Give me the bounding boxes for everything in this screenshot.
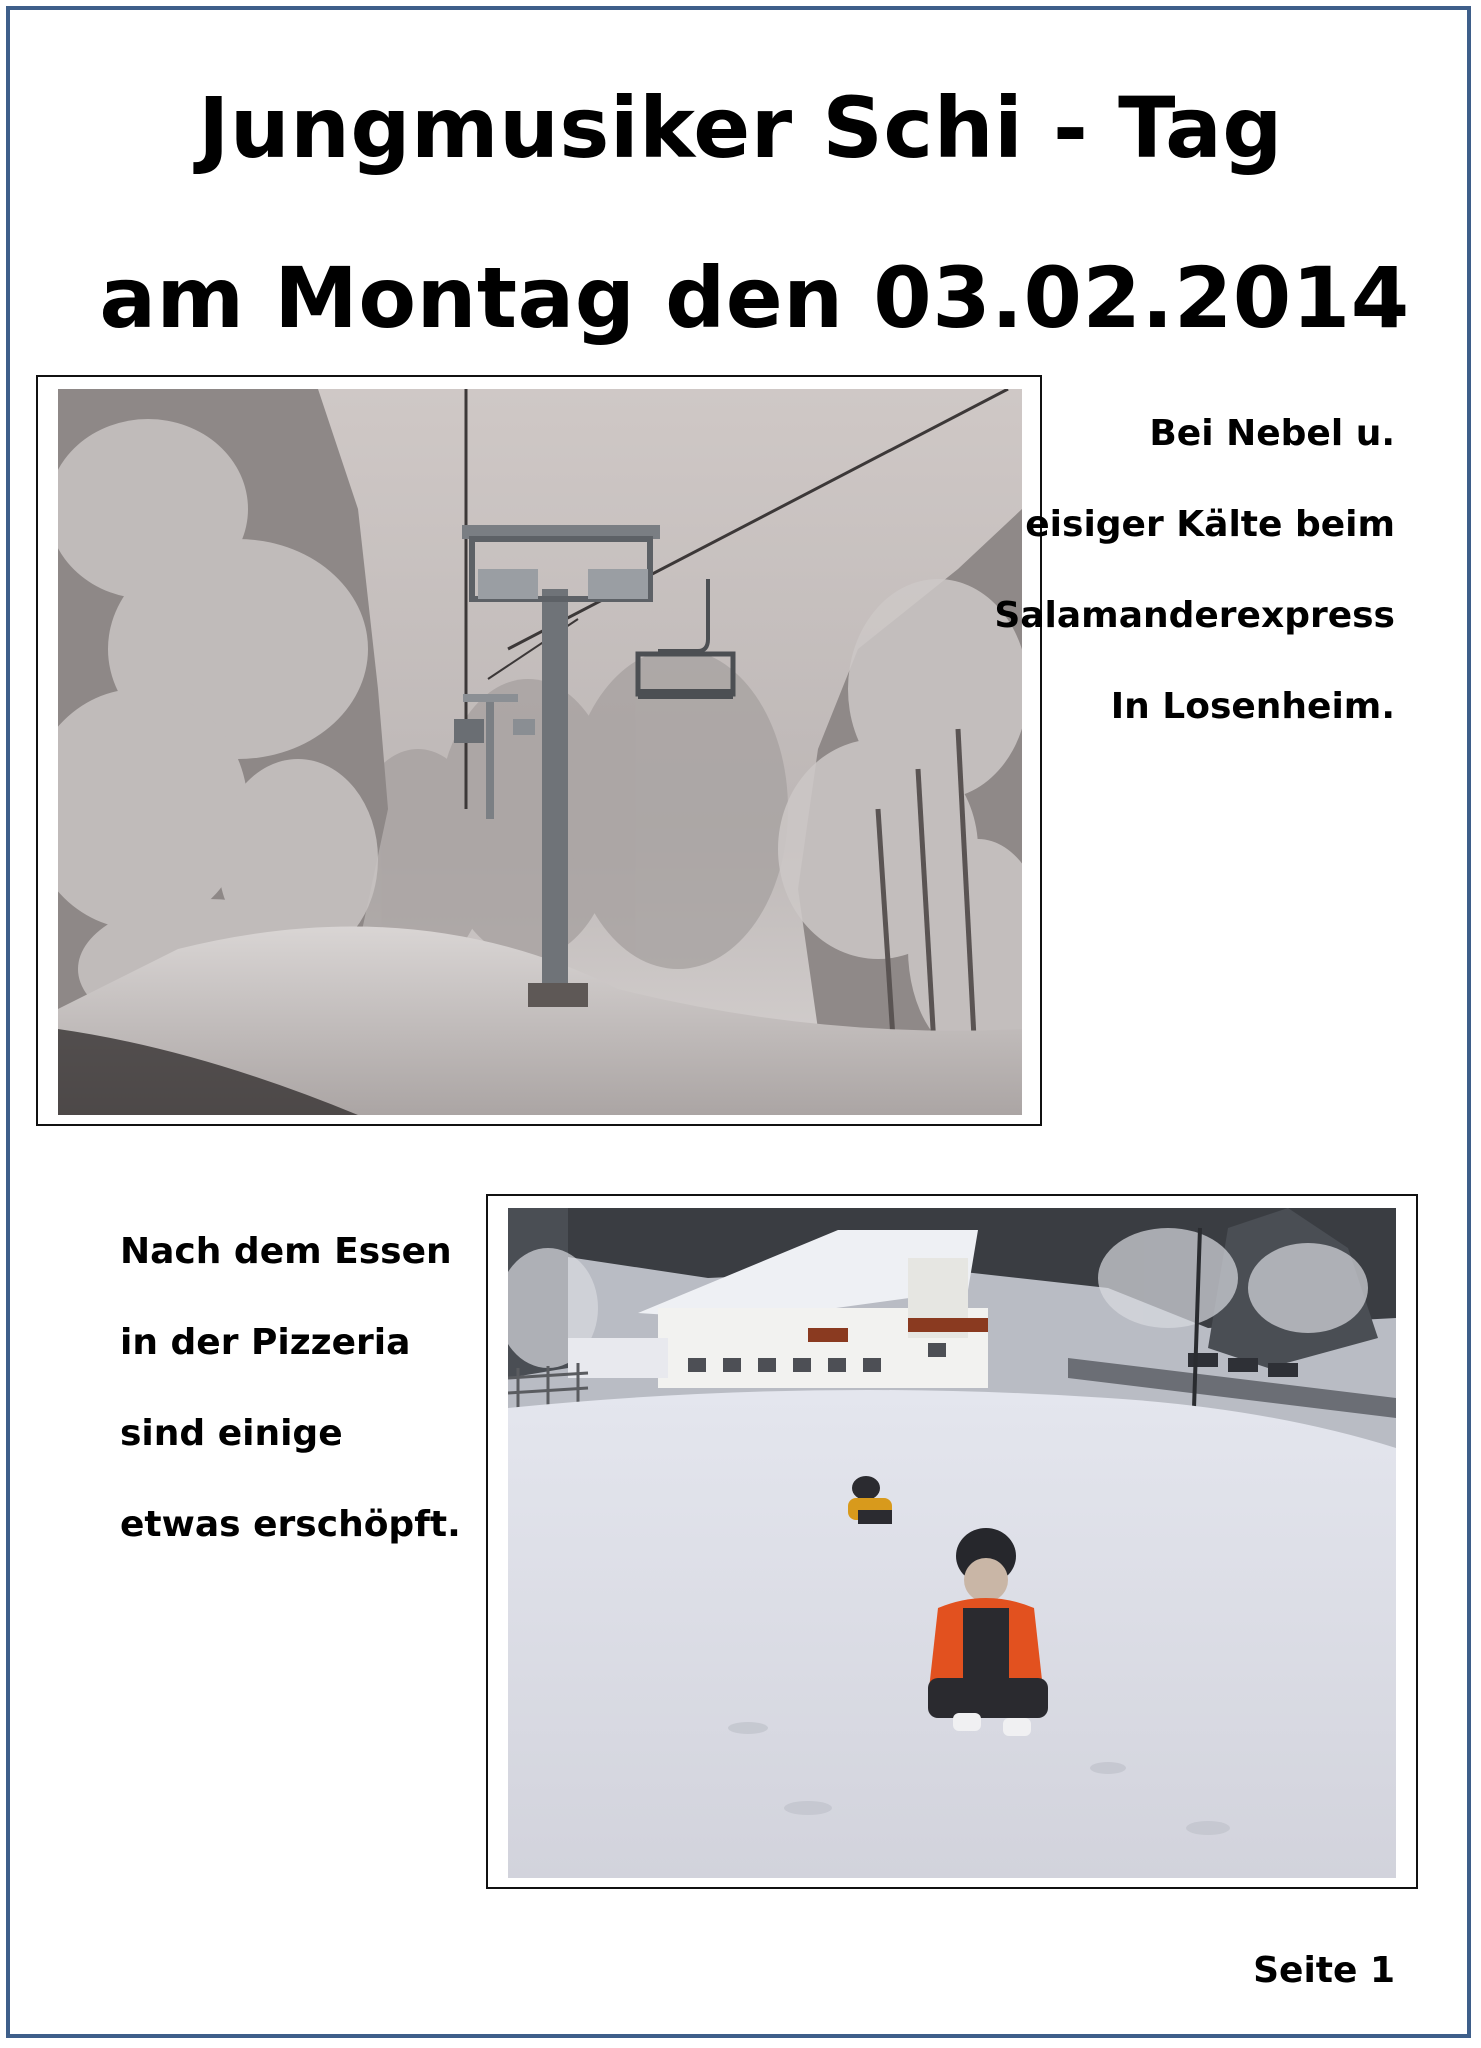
page-number: Seite 1 (1253, 1950, 1395, 1991)
page-title-line-1: Jungmusiker Schi - Tag (198, 79, 1283, 177)
photo-chairlift-frame (36, 375, 1042, 1126)
caption-top-line-4: In Losenheim. (1110, 686, 1395, 727)
caption-bottom-line-2: in der Pizzeria (120, 1322, 411, 1363)
snow-children-image (508, 1208, 1396, 1878)
photo-chairlift (58, 389, 1022, 1115)
caption-bottom-line-3: sind einige (120, 1413, 343, 1454)
caption-top-line-2: eisiger Kälte beim (1025, 504, 1395, 545)
chairlift-image (58, 389, 1022, 1115)
caption-bottom-line-1: Nach dem Essen (120, 1231, 452, 1272)
caption-top-line-1: Bei Nebel u. (1149, 413, 1395, 454)
photo-snow-children (508, 1208, 1396, 1878)
caption-bottom (120, 1206, 461, 1570)
caption-top-line-3: Salamanderexpress (994, 595, 1395, 636)
caption-top (965, 388, 1395, 752)
page-title-line-2: am Montag den 03.02.2014 (99, 249, 1410, 347)
caption-bottom-line-4: etwas erschöpft. (120, 1504, 461, 1545)
photo-snow-children-frame (486, 1194, 1418, 1889)
